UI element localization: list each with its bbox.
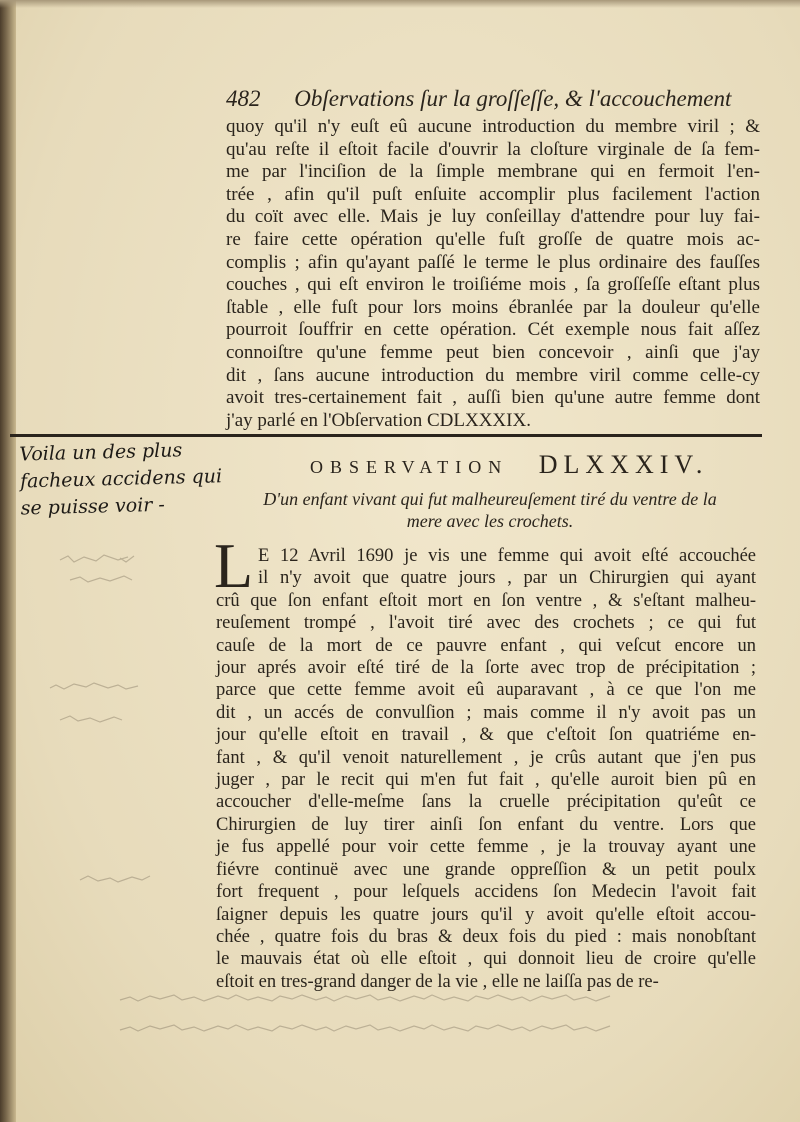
passage-2-line: jour aprés avoir eſté tiré de la ſorte avec trop de précipitation ;	[216, 658, 756, 679]
section-divider-rule	[10, 434, 762, 437]
passage-2-line: parce que cette femme avoit eû auparavant , à ce que l'on me	[216, 680, 756, 701]
subtitle-line: mere avec les crochets.	[406, 511, 574, 531]
passage-2-line: dit , un accés de convulſion ; mais comme il n'y avoit pas un	[216, 702, 756, 723]
passage-2-line: ſaigner depuis les quatre jours qu'il y avoit qu'elle eſtoit accou-	[216, 904, 756, 925]
passage-2-line: cauſe de la mort de ce pauvre enfant , qui veſcut encore un	[216, 635, 756, 656]
passage-2-line: le mauvais état où elle eſtoit , qui donnoit lieu de croire qu'elle	[216, 949, 756, 970]
passage-2-line: fant , & qu'il venoit naturellement , je crûs autant que j'en pus	[216, 747, 756, 768]
passage-2-line: accoucher d'elle-meſme ſans la cruelle précipitation qu'eût ce	[216, 792, 756, 813]
passage-1-line: me par l'inciſion de la ſimple membrane qui en fermoit l'en-	[226, 161, 760, 183]
passage-1-line: dit , ſans aucune introduction du membre viril comme celle-cy	[226, 364, 760, 386]
book-binding-edge	[0, 0, 16, 1122]
observation-subtitle	[220, 488, 760, 536]
page-top-edge	[0, 0, 800, 8]
passage-1-line: trée , afin qu'il puſt enſuite accomplir plus facilement l'action	[226, 183, 760, 205]
passage-2-line: juger , par le recit qui m'en fut fait , qu'elle auroit bien pû en	[216, 770, 756, 791]
passage-1-line: ſtable , elle fuſt pour lors moins ébranlée par la douleur qu'elle	[226, 296, 760, 318]
passage-2-line: reuſement trompé , l'avoit tiré avec des crochets ; ce qui fut	[216, 613, 756, 634]
running-head	[226, 86, 732, 116]
passage-2-line: je fus appellé pour voir cette femme , je la trouvay ayant une	[216, 837, 756, 858]
passage-1-line: pourroit ſouffrir en cette opération. Cét exemple nous fait aſſez	[226, 319, 760, 341]
drop-cap-initial: L	[214, 530, 254, 601]
passage-2-line: Chirurgien de luy tirer ainſi ſon enfant du ventre. Lors que	[216, 814, 756, 835]
passage-2-line: jour qu'elle eſtoit en travail , & que c'eſtoit ſon quatriéme en-	[216, 725, 756, 746]
passage-1-line: du coït avec elle. Mais je luy conſeillay d'attendre pour luy fai-	[226, 206, 760, 228]
passage-1-line: j'ay parlé en l'Obſervation CDLXXXIX.	[226, 409, 531, 431]
passage-1-line: connoiſtre qu'une femme peut bien concevoir , ainſi que j'ay	[226, 341, 760, 363]
margin-note-line: se puisse voir -	[20, 493, 166, 520]
passage-1-line: avoit tres-certainement fait , auſſi bien qu'une autre femme dont	[226, 387, 760, 409]
passage-1	[226, 116, 760, 432]
passage-2-line: fiévre continuë avec une grande oppreſſion & un petit poulx	[216, 859, 756, 880]
page-number: 482	[226, 86, 261, 111]
observation-number: DLXXXIV.	[538, 450, 709, 479]
passage-2	[216, 545, 756, 993]
passage-2-line: crû que ſon enfant eſtoit mort en ſon ventre , & s'eſtant malheu-	[216, 590, 756, 611]
observation-heading	[310, 450, 750, 482]
observation-label: OBSERVATION	[310, 457, 509, 477]
passage-2-line: il n'y avoit que quatre jours , par un Chirurgien qui ayant	[258, 568, 756, 589]
margin-note-line: facheux accidens qui	[19, 465, 223, 493]
passage-1-line: quoy qu'il n'y euſt eû aucune introduction du membre viril ; &	[226, 116, 760, 137]
passage-2-line: eſtoit en tres-grand danger de la vie , elle ne laiſſa pas de re-	[216, 971, 659, 992]
margin-note-line: Voila un des plus	[19, 439, 183, 466]
running-head-title: Obſervations ſur la groſſeſſe, & l'accouchement	[294, 86, 732, 111]
passage-1-line: complis ; afin qu'ayant paſſé le terme le plus ordinaire des fauſſes	[226, 251, 760, 273]
passage-2-line: chée , quatre fois du bras & deux fois du pied : mais nonobſtant	[216, 926, 756, 947]
subtitle-line: D'un enfant vivant qui fut malheureuſement tiré du ventre de la	[263, 489, 717, 509]
passage-1-line: qu'au reſte il eſtoit facile d'ouvrir la cloſture virginale de ſa fem-	[226, 138, 760, 160]
passage-1-line: couches , qui eſt environ le troiſiéme mois , ſa groſſeſſe eſtant plus	[226, 274, 760, 296]
passage-2-line: E 12 Avril 1690 je vis une femme qui avoit eſté accouchée	[258, 546, 756, 566]
passage-2-line: fort frequent , pour leſquels accidens ſon Medecin l'avoit fait	[216, 882, 756, 903]
passage-1-line: re faire cette opération qu'elle fuſt groſſe de quatre mois ac-	[226, 228, 760, 250]
